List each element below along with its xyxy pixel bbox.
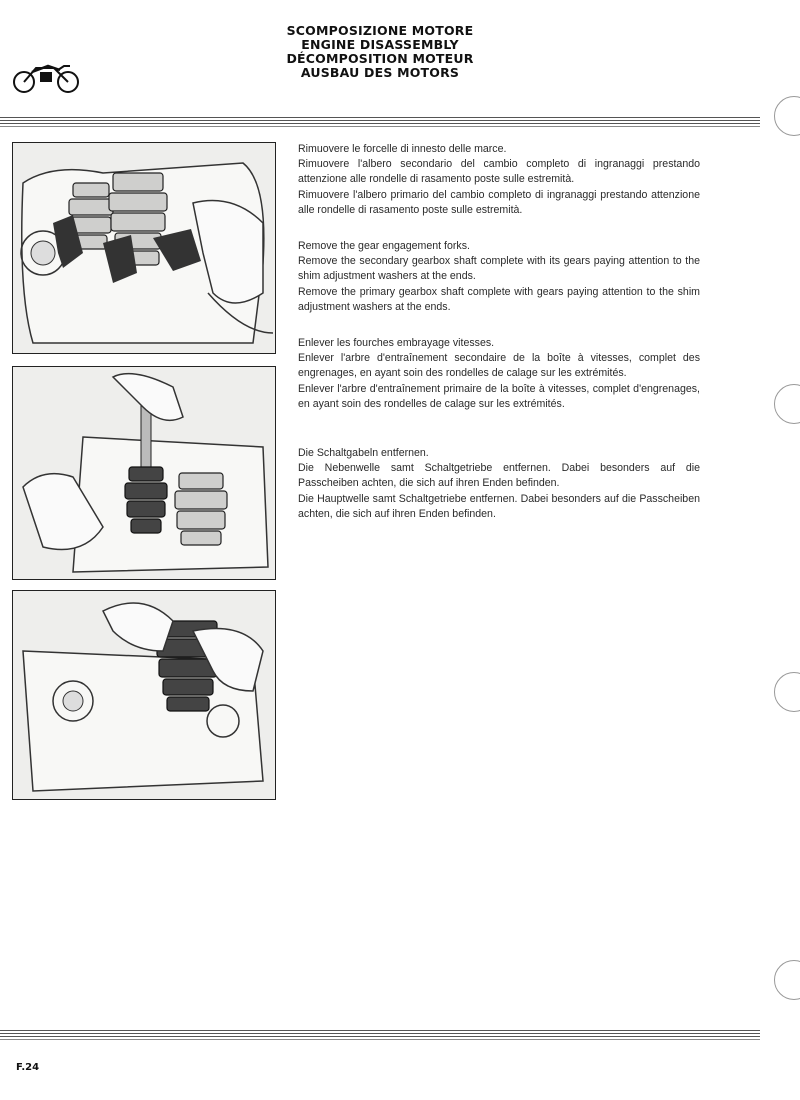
binder-hole bbox=[774, 384, 800, 424]
text-line: Enlever l'arbre d'entraînement secondaire de la boîte à vitesses, complet des engrenages, en ayant soin des rondelles de calage sur les extrémités. bbox=[298, 352, 700, 380]
header-rule bbox=[0, 120, 760, 121]
footer-rule bbox=[0, 1030, 760, 1031]
text-line: Remove the secondary gearbox shaft complete with its gears paying attention to the shim adjustment washers at the ends. bbox=[298, 255, 700, 283]
text-line: Enlever l'arbre d'entraînement primaire de la boîte à vitesses, complet d'engrenages, en ayant soin des rondelles de calage sur les extrémités. bbox=[298, 382, 700, 410]
engine-illustration bbox=[13, 591, 275, 799]
text-line: Rimuovere l'albero secondario del cambio completo di ingranaggi prestando attenzione alle rondelle di rasamento poste sulle estremità. bbox=[298, 158, 700, 186]
instructions-french bbox=[298, 336, 700, 412]
figure-gear-forks bbox=[12, 142, 276, 354]
text-line: Die Nebenwelle samt Schaltgetriebe entfernen. Dabei besonders auf die Passcheiben achten, die sich auf ihren Enden befinden. bbox=[298, 462, 700, 490]
header-rule bbox=[0, 123, 760, 124]
footer-rule bbox=[0, 1036, 760, 1037]
instructions-english bbox=[298, 239, 700, 315]
title-english: ENGINE DISASSEMBLY bbox=[301, 37, 459, 52]
text-line: Enlever les fourches embrayage vitesses. bbox=[298, 337, 495, 350]
text-line: Remove the gear engagement forks. bbox=[298, 240, 470, 253]
text-line: Die Schaltgabeln entfernen. bbox=[298, 447, 429, 460]
footer-rule bbox=[0, 1033, 760, 1034]
engine-illustration bbox=[13, 367, 275, 579]
text-line: Die Hauptwelle samt Schaltgetriebe entfernen. Dabei besonders auf die Passcheiben achten, die sich auf ihren Enden befinden. bbox=[298, 492, 700, 520]
title-french: DÉCOMPOSITION MOTEUR bbox=[286, 51, 474, 66]
instructions-german bbox=[298, 446, 700, 522]
binder-hole bbox=[774, 96, 800, 136]
title-german: AUSBAU DES MOTORS bbox=[300, 65, 460, 80]
header-rule bbox=[0, 117, 760, 118]
text-line: Rimuovere le forcelle di innesto delle marce. bbox=[298, 143, 507, 155]
footer-rule bbox=[0, 1039, 760, 1040]
figure-secondary-shaft bbox=[12, 366, 276, 580]
title-italian: SCOMPOSIZIONE MOTORE bbox=[286, 23, 474, 38]
page-number: F.24 bbox=[16, 1062, 40, 1073]
text-line: Remove the primary gearbox shaft complete with gears paying attention to the shim adjustment washers at the ends. bbox=[298, 285, 700, 313]
motorcycle-icon bbox=[10, 58, 82, 96]
figure-primary-shaft bbox=[12, 590, 276, 800]
text-line: Rimuovere l'albero primario del cambio completo di ingranaggi prestando attenzione alle rondelle di rasamento poste sulle estremità. bbox=[298, 188, 700, 216]
header-rule bbox=[0, 126, 760, 127]
engine-illustration bbox=[13, 143, 275, 353]
instructions-text bbox=[298, 142, 700, 543]
binder-hole bbox=[774, 960, 800, 1000]
page-title bbox=[250, 24, 510, 80]
binder-hole bbox=[774, 672, 800, 712]
instructions-italian bbox=[298, 142, 700, 218]
